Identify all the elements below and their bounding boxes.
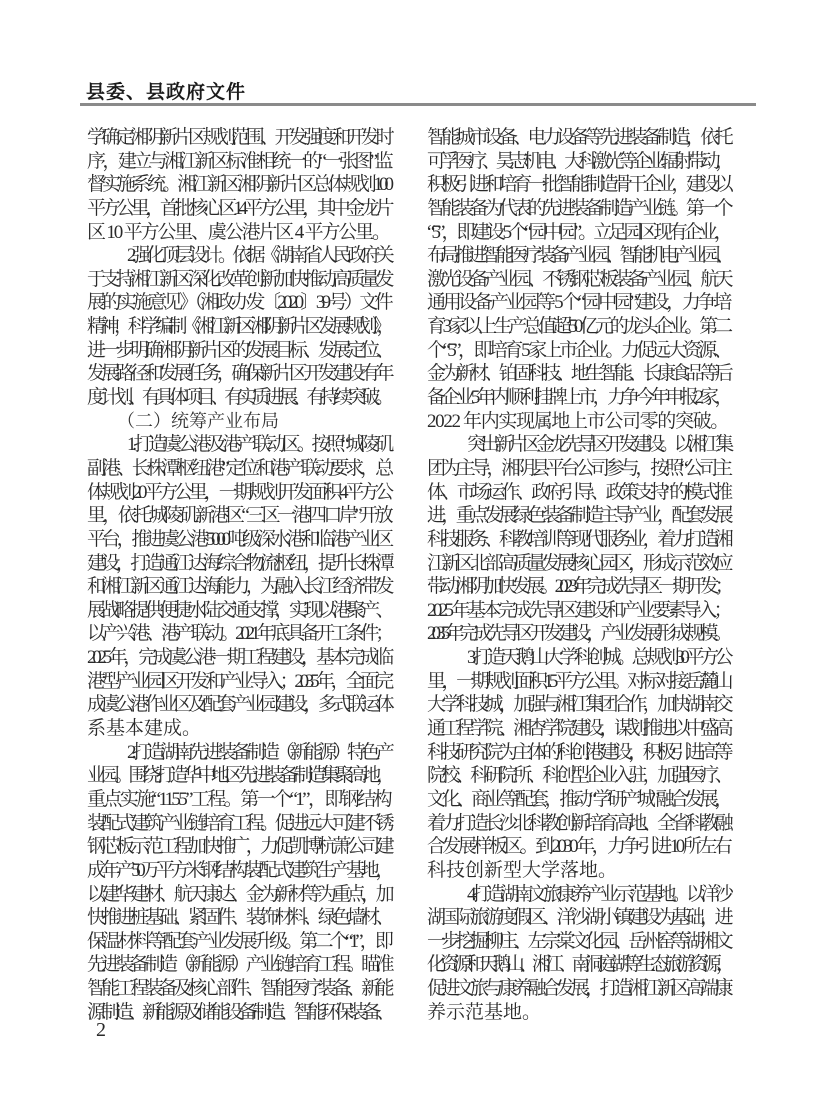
text-line: 2025 年基本完成先导区建设和产业要素导入； — [427, 599, 729, 621]
text-line: 布局推进智能医疗装备产业园、智能机电产业园、 — [427, 245, 729, 267]
text-line: 2. 打造湖南先进装备制造（新能源）特色产 — [127, 741, 390, 763]
text-line: 督实施系统。湘江新区湘阴新片区总体规划 100 — [87, 174, 390, 196]
paragraph — [87, 741, 390, 1025]
text-line: 序，建立与湘江新区标准相统一的“一张图”监 — [87, 150, 390, 172]
text-line: 通用设备产业园等 5 个“园中园”建设，力争培 — [427, 292, 729, 314]
text-line: 重点实施“1155”工程。第一个“1”，即钢结构 — [87, 788, 390, 810]
text-line: 备企业 5 年内顺利挂牌上市，力争今年申报 2 家， — [427, 387, 729, 409]
text-line: 系基本建成。 — [87, 718, 202, 740]
text-line: 平台，推进虞公港 5000 吨级深水港和临港产业区 — [87, 528, 390, 550]
text-line: 发展路径和发展任务，确保新片区开发建设有年 — [87, 363, 390, 385]
text-line: 通工程学院、湘杏学院建设，谋划推进以中盛高 — [427, 718, 729, 740]
text-line: 带动湘阴加快发展。2023 年完成先导区一期开发； — [427, 576, 729, 598]
text-line: 个“5”，即培育 5 家上市企业。力促远大资源、 — [427, 339, 729, 361]
text-line: “5”，即建设 5 个“园中园”。立足园区现有企业， — [427, 221, 729, 243]
text-line: 一步挖掘柳庄、左宗棠文化园、岳州窑等湖湘文 — [427, 930, 729, 952]
text-line: 3. 打造天鹅山大学科创城。总规划 30 平方公 — [467, 647, 729, 669]
text-line: 2035 年完成先导区开发建设，产业发展形成规模。 — [427, 623, 728, 645]
section-header-title: 县委、县政府文件 — [86, 81, 247, 103]
page-number: 2 — [96, 1019, 106, 1041]
right-text-column — [427, 126, 729, 1024]
paragraph — [427, 433, 729, 646]
text-line: 科技创新型大学落地。 — [427, 859, 618, 881]
paragraph — [427, 646, 729, 882]
text-line: 激光设备产业园、不锈钢芯板装备产业园、航天 — [427, 268, 729, 290]
text-line: 智能城市设备、电力设备等先进装备制造，依托 — [427, 127, 729, 148]
text-line: 保温材料等配套产业发展升级。第二个“1”，即 — [87, 930, 390, 952]
text-line: 钢芯板示范工程加快推广，力促凯博杭萧公司建 — [87, 836, 390, 858]
text-line: 以建华建材、航天康达、金为新材等为重点，加 — [87, 883, 390, 905]
text-line: 成年产 50 万平方米钢结构装配式建筑生产基地， — [87, 859, 390, 881]
text-line: 合发展样板区。到 2030 年，力争引进 10 所左右 — [427, 836, 729, 858]
text-line: 装配式建筑产业链培育工程。促进远大可建不锈 — [87, 812, 390, 834]
text-line: 里，依托城陵矶新港区“三区一港四口岸”开放 — [87, 505, 390, 527]
text-line: 学确定湘阴新片区规划范围、开发强度和开发时 — [87, 127, 390, 148]
text-line: 进一步明确湘阴新片区的发展目标、发展定位、 — [87, 339, 390, 361]
text-line: 院校、科研院所、科创型企业入驻，加强医疗、 — [427, 765, 729, 787]
text-line: 江新区北部高质量发展核心园区，形成示范效应 — [427, 552, 729, 574]
text-line: 快推进桩基础、紧固件、装饰材料、绿色墙材、 — [87, 907, 390, 929]
text-line: 源制造、新能源及储能设备制造、智能环保装备、 — [87, 1001, 390, 1023]
text-line: 展战略提供便捷水陆交通支撑，实现以港聚产、 — [87, 599, 390, 621]
text-line: 科技服务、科教培训等现代服务业，着力打造湘 — [427, 528, 729, 550]
text-line: 港型产业园区开发和产业导入；2035 年，全面完 — [87, 670, 390, 692]
text-line: 化资源和天鹅山、湘江、南洞庭湖等生态旅游资源， — [427, 954, 729, 976]
text-line: 区 10 平方公里、虞公港片区 4 平方公里。 — [87, 221, 389, 243]
text-line: 和湘江新区通江达海能力，为融入长江经济带发 — [87, 576, 390, 598]
paragraph — [427, 883, 729, 1025]
text-line: 团为主导，湘阴县平台公司参与，按照“公司主 — [427, 457, 729, 479]
text-line: 育 3 家以上生产总值超 50 亿元的龙头企业。第二 — [427, 316, 729, 338]
text-line: 副港、长株潭枢纽港”定位和港产联动要求，总 — [87, 457, 390, 479]
paragraph — [87, 433, 390, 740]
text-line: 大学科技城，加强与湘江集团合作，加快湖南交 — [427, 694, 729, 716]
text-line: 2. 强化顶层设计。依据《湖南省人民政府关 — [127, 245, 390, 267]
header-divider — [80, 103, 756, 106]
text-line: 着力打造长沙北科教创新培育高地、全省科教融 — [427, 812, 729, 834]
text-line: 精神，科学编制《湘江新区湘阴新片区发展规划》， — [87, 316, 390, 338]
text-line: 金为新材、铂固科技、地生智能、长康食品等后 — [427, 363, 729, 385]
left-text-column — [87, 126, 390, 1024]
text-line: 积极引进和培育一批智能制造骨干企业，建设以 — [427, 174, 729, 196]
text-line: 业园。围绕打造华中地区先进装备制造集聚高地， — [87, 765, 390, 787]
text-line: 展的实施意见》（湘政办发〔2020〕39 号）文件 — [87, 292, 390, 314]
text-line: 智能装备为代表的先进装备制造产业链。第一个 — [427, 197, 729, 219]
text-line: 里，一期规划面积 15 平方公里。对标对接岳麓山 — [427, 670, 729, 692]
text-line: 进，重点发展绿色装备制造主导产业，配套发展 — [427, 505, 729, 527]
paragraph — [87, 244, 390, 409]
text-line: 科技研究院为主体的科创港建设，积极引进高等 — [427, 741, 729, 763]
text-line: 平方公里，首批核心区 14 平方公里，其中金龙片 — [87, 197, 390, 219]
text-line: 湖国际旅游度假区、洋沙湖小镇建设为基础，进 — [427, 907, 729, 929]
text-line: 建设，打造通江达海综合物流枢纽，提升长株潭 — [87, 552, 390, 574]
text-line: 于支持湘江新区深化改革创新加快推动高质量发 — [87, 268, 390, 290]
heading-text: （二）统筹产业布局 — [117, 410, 279, 432]
text-line: 先进装备制造（新能源）产业链培育工程。瞄准 — [87, 954, 390, 976]
text-line: 体规划 20 平方公里，一期规划开发面积 4 平方公 — [87, 481, 390, 503]
text-line: 以产兴港、港产联动。2021 年底具备开工条件； — [87, 623, 390, 645]
text-line: 4. 打造湖南文旅康养产业示范基地。以洋沙 — [467, 883, 729, 905]
text-line: 成虞公港作业区及配套产业园建设，多式联运体 — [87, 694, 390, 716]
text-line: 突出新片区金龙先导区开发建设。以湘江集 — [467, 434, 729, 456]
text-line: 度计划、有具体项目、有实质进展、有持续突破。 — [87, 387, 389, 409]
text-line: 可孚医疗、昊志机电、大科激光等企业辐射带动， — [427, 150, 729, 172]
text-line: 体、市场运作、政府引导、政策支持”的模式推 — [427, 481, 729, 503]
text-line: 文化、商业等配套，推动“学研产城”融合发展， — [427, 788, 729, 810]
text-line: 促进文旅与康养融合发展，打造湘江新区高端康 — [427, 978, 729, 1000]
paragraph — [427, 126, 729, 433]
section-heading — [87, 410, 390, 434]
text-line: 2025 年，完成虞公港一期工程建设，基本完成临 — [87, 647, 390, 669]
text-line: 智能工程装备及核心部件、智能医疗装备、新能 — [87, 978, 390, 1000]
text-line: 2022 年内实现属地上市公司零的突破。 — [427, 410, 728, 432]
paragraph — [87, 126, 390, 244]
text-line: 1. 打造虞公港及港产联动区。按照“城陵矶 — [127, 434, 390, 456]
text-line: 养示范基地。 — [427, 1001, 542, 1023]
